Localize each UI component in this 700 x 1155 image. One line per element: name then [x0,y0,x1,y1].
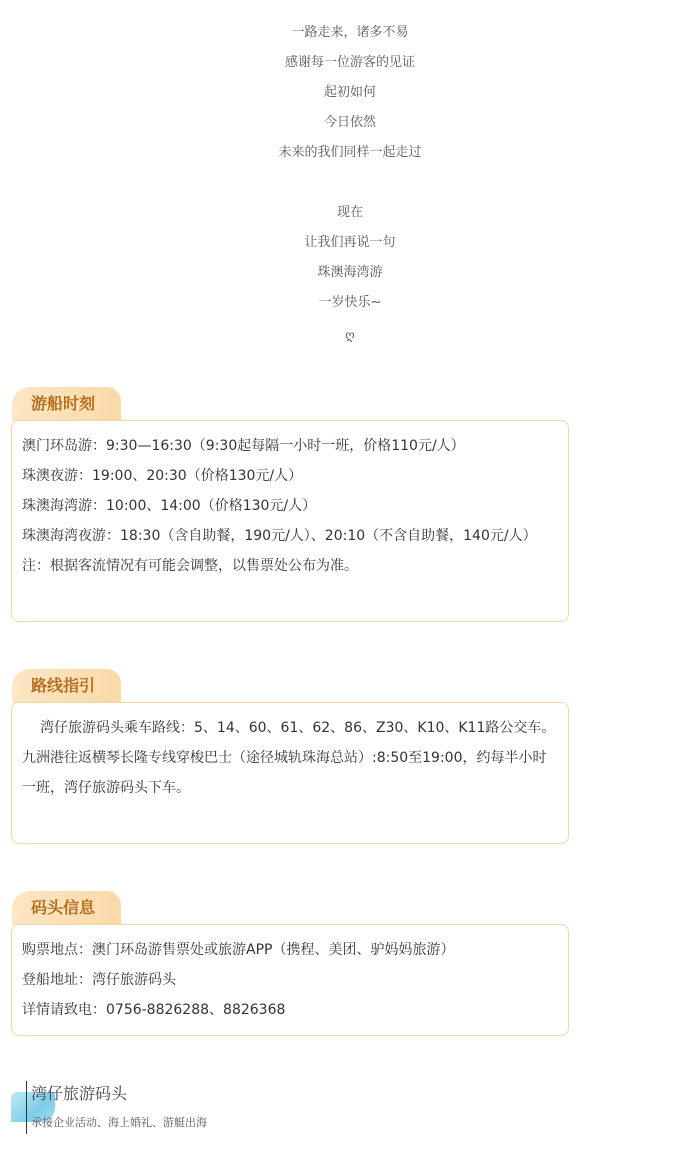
schedule-note: 注：根据客流情况有可能会调整，以售票处公布为准。 [22,558,358,574]
schedule-row: 澳门环岛游：9:30—16:30（9:30起每隔一小时一班，价格110元/人） [22,438,465,454]
schedule-row: 珠澳夜游：19:00、20:30（价格130元/人） [22,468,303,484]
poem-line: 感谢每一位游客的见证 [284,55,415,70]
section-title-schedule: 游船时刻 [12,387,121,421]
poem-line: 让我们再说一句 [304,235,396,250]
section-title-pier: 码头信息 [12,891,121,925]
poem-line: 未来的我们同样一起走过 [278,145,422,160]
pier-row: 登船地址：湾仔旅游码头 [22,972,176,988]
poem-line: 今日依然 [323,115,376,130]
heart-icon: ღ [345,328,355,342]
footer-divider [26,1081,27,1134]
pier-row: 详情请致电：0756-8826288、8826368 [22,1002,286,1018]
pier-box [11,924,569,1036]
poem-line: 一岁快乐~ [318,295,382,310]
footer-title: 湾仔旅游码头 [31,1084,128,1103]
poem-line: 一路走来，诸多不易 [291,25,409,40]
pier-row: 购票地点：澳门环岛游售票处或旅游APP（携程、美团、驴妈妈旅游） [22,942,455,958]
schedule-row: 珠澳海湾游：10:00、14:00（价格130元/人） [22,498,317,514]
route-row: 九洲港往返横琴长隆专线穿梭巴士（途径城轨珠海总站）:8:50至19:00，约每半小时一班，湾仔旅游码头下车。 [22,750,547,796]
route-box [11,702,569,844]
footer-subtitle: 承接企业活动、海上婚礼、游艇出海 [31,1116,207,1129]
poem-line: 珠澳海湾游 [317,265,383,280]
route-row: 湾仔旅游码头乘车路线：5、14、60、61、62、86、Z30、K10、K11路公交车。 [40,720,556,736]
schedule-row: 珠澳海湾夜游：18:30（含自助餐，190元/人）、20:10（不含自助餐，140元/人） [22,528,537,544]
poem-line: 现在 [336,205,363,220]
poem-line: 起初如何 [323,85,376,100]
section-title-route: 路线指引 [12,669,121,703]
schedule-box [11,420,569,622]
